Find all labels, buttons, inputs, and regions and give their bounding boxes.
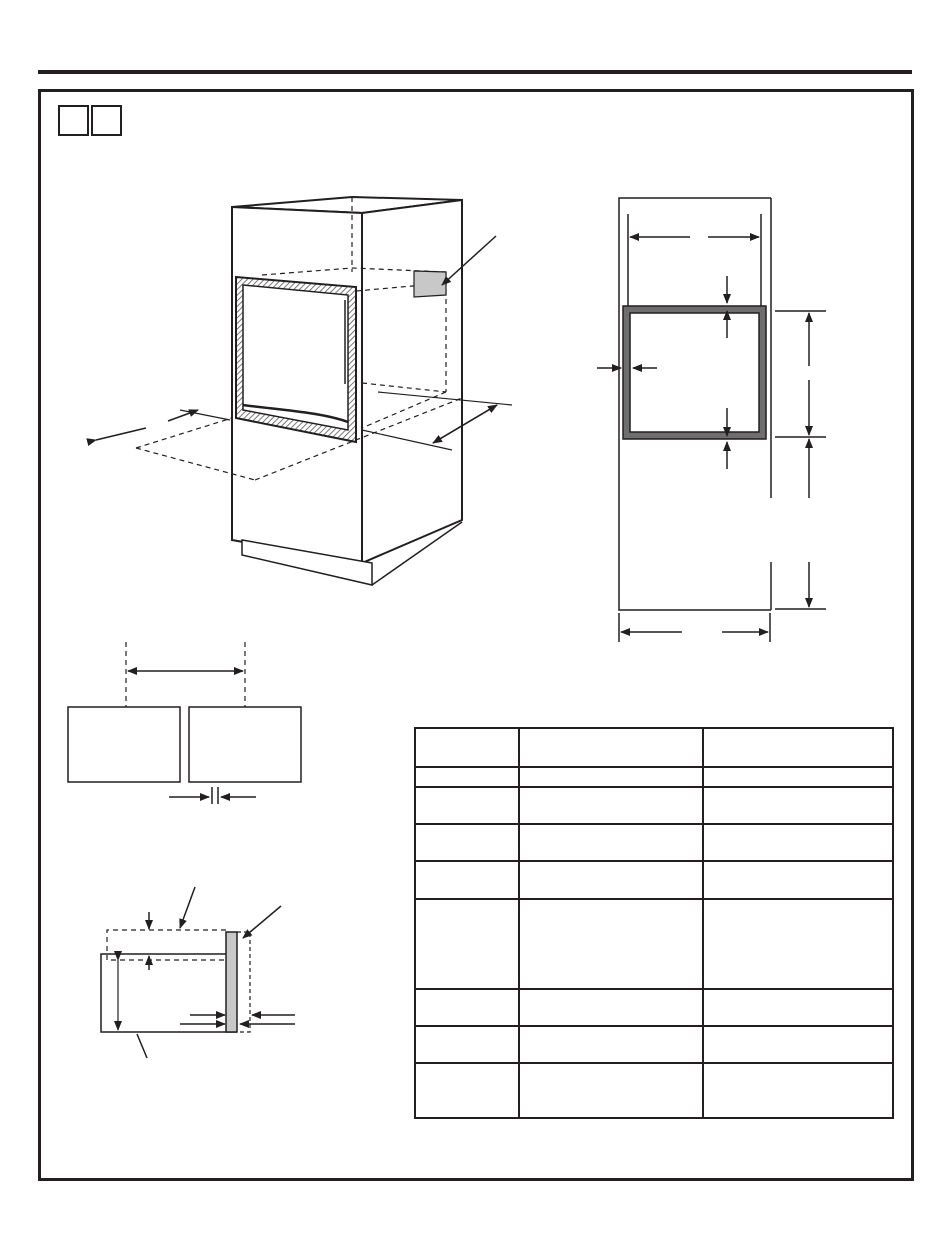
table-cell [703,1026,893,1063]
table-cell [415,767,519,787]
spec-table [414,727,894,1119]
table-cell [415,787,519,824]
table-cell [415,1063,519,1118]
table-cell [703,861,893,899]
table-cell [415,824,519,861]
table-cell [415,861,519,899]
side-by-side-units [68,642,301,804]
table-cell [519,861,703,899]
table-row [415,728,893,767]
table-row [415,899,893,989]
table-row [415,1026,893,1063]
table-row [415,1063,893,1118]
table-row [415,767,893,787]
table-cell [519,787,703,824]
table-cell [415,728,519,767]
table-row [415,861,893,899]
table-cell [703,1063,893,1118]
table-cell [703,824,893,861]
front-elevation [597,198,826,642]
table-cell [415,899,519,989]
table-cell [415,1026,519,1063]
table-cell [519,989,703,1026]
table-row [415,989,893,1026]
table-row [415,824,893,861]
table-row [415,787,893,824]
trim-detail [101,887,295,1058]
table-cell [703,989,893,1026]
table-cell [519,1026,703,1063]
table-cell [703,899,893,989]
table-cell [519,1063,703,1118]
table-cell [415,989,519,1026]
table-cell [703,787,893,824]
table-cell [519,767,703,787]
table-cell [703,728,893,767]
table-cell [703,767,893,787]
table-cell [519,824,703,861]
cabinet-illustration [96,197,512,585]
table-cell [519,728,703,767]
table-cell [519,899,703,989]
